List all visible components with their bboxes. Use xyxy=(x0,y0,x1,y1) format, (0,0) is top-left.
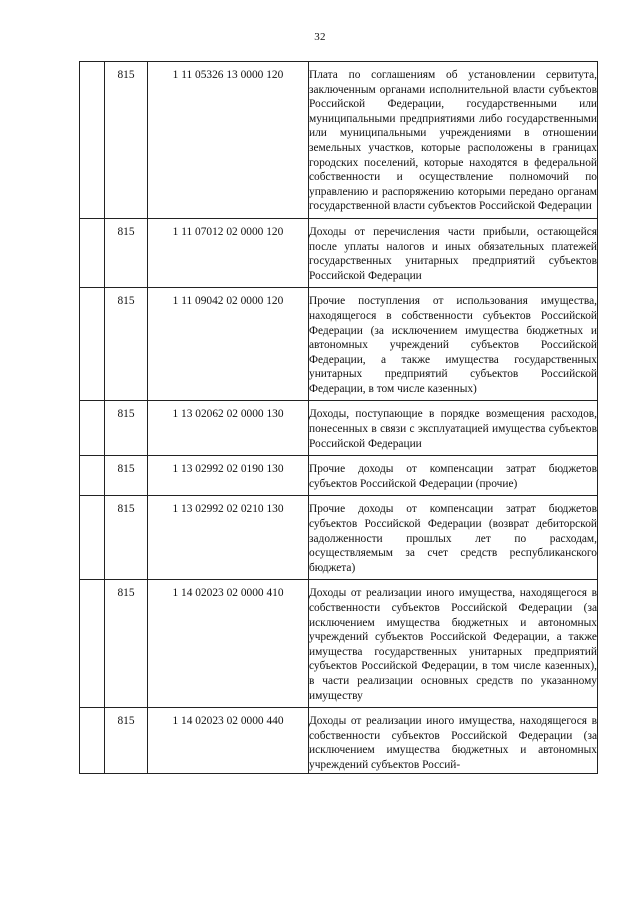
revenue-description-cell: Доходы от перечисления части прибыли, остающейся после уплаты налогов и иных обязательных платежей государственных унитарных предприятий субъектов Российской Федерации xyxy=(309,218,598,287)
revenue-code-cell: 1 14 02023 02 0000 440 xyxy=(148,708,309,773)
table-row xyxy=(80,288,598,401)
row-blank-cell xyxy=(80,288,105,401)
administrator-code-cell: 815 xyxy=(105,708,148,773)
table-row xyxy=(80,496,598,580)
table-row xyxy=(80,580,598,708)
revenue-description-cell: Прочие доходы от компенсации затрат бюджетов субъектов Российской Федерации (прочие) xyxy=(309,456,598,496)
row-blank-cell xyxy=(80,456,105,496)
revenue-code-cell: 1 13 02062 02 0000 130 xyxy=(148,401,309,456)
row-blank-cell xyxy=(80,708,105,773)
table-row xyxy=(80,62,598,219)
row-blank-cell xyxy=(80,401,105,456)
row-blank-cell xyxy=(80,62,105,219)
administrator-code-cell: 815 xyxy=(105,580,148,708)
revenue-description-cell: Прочие поступления от использования имущества, находящегося в собственности субъектов Российской Федерации (за исключением имущества бюджетных и автономных учреждений субъектов Российской Федерации, а также имущества государственных унитарных предприятий субъектов Российской Федерации, в том числе казенных) xyxy=(309,288,598,401)
revenue-code-cell: 1 13 02992 02 0190 130 xyxy=(148,456,309,496)
administrator-code-cell: 815 xyxy=(105,401,148,456)
administrator-code-cell: 815 xyxy=(105,456,148,496)
row-blank-cell xyxy=(80,580,105,708)
revenue-code-cell: 1 11 09042 02 0000 120 xyxy=(148,288,309,401)
table-row xyxy=(80,456,598,496)
revenue-codes-table xyxy=(79,61,598,774)
table-row xyxy=(80,708,598,773)
revenue-code-cell: 1 14 02023 02 0000 410 xyxy=(148,580,309,708)
administrator-code-cell: 815 xyxy=(105,288,148,401)
revenue-code-cell: 1 11 05326 13 0000 120 xyxy=(148,62,309,219)
revenue-description-cell: Прочие доходы от компенсации затрат бюджетов субъектов Российской Федерации (возврат дебиторской задолженности прошлых лет по расходам, осуществляемым за счет средств республиканского бюджета) xyxy=(309,496,598,580)
revenue-description-cell: Доходы, поступающие в порядке возмещения расходов, понесенных в связи с эксплуатацией имущества субъектов Российской Федерации xyxy=(309,401,598,456)
revenue-description-cell: Плата по соглашениям об установлении сервитута, заключенным органами исполнительной власти субъектов Российской Федерации, государственными или муниципальными предприятиями либо государственными или муниципальными учреждениями в отношении земельных участков, которые расположены в границах городских поселений, которые находятся в федеральной собственности и осуществление полномочий по управлению и распоряжению которыми передано органам государственной власти субъектов Российской Федерации xyxy=(309,62,598,219)
revenue-description-cell: Доходы от реализации иного имущества, находящегося в собственности субъектов Российской Федерации (за исключением имущества бюджетных и автономных учреждений субъектов Россий- xyxy=(309,708,598,773)
administrator-code-cell: 815 xyxy=(105,62,148,219)
revenue-code-cell: 1 13 02992 02 0210 130 xyxy=(148,496,309,580)
table-body xyxy=(80,62,598,774)
table-row xyxy=(80,218,598,287)
administrator-code-cell: 815 xyxy=(105,496,148,580)
row-blank-cell xyxy=(80,218,105,287)
administrator-code-cell: 815 xyxy=(105,218,148,287)
revenue-code-cell: 1 11 07012 02 0000 120 xyxy=(148,218,309,287)
page-number: 32 xyxy=(314,31,326,43)
revenue-description-cell: Доходы от реализации иного имущества, находящегося в собственности субъектов Российской Федерации (за исключением имущества бюджетных и автономных учреждений субъектов Российской Федерации, а также имущества государственных унитарных предприятий субъектов Российской Федерации, в том числе казенных), в части реализации основных средств по указанному имуществу xyxy=(309,580,598,708)
row-blank-cell xyxy=(80,496,105,580)
table-row xyxy=(80,401,598,456)
